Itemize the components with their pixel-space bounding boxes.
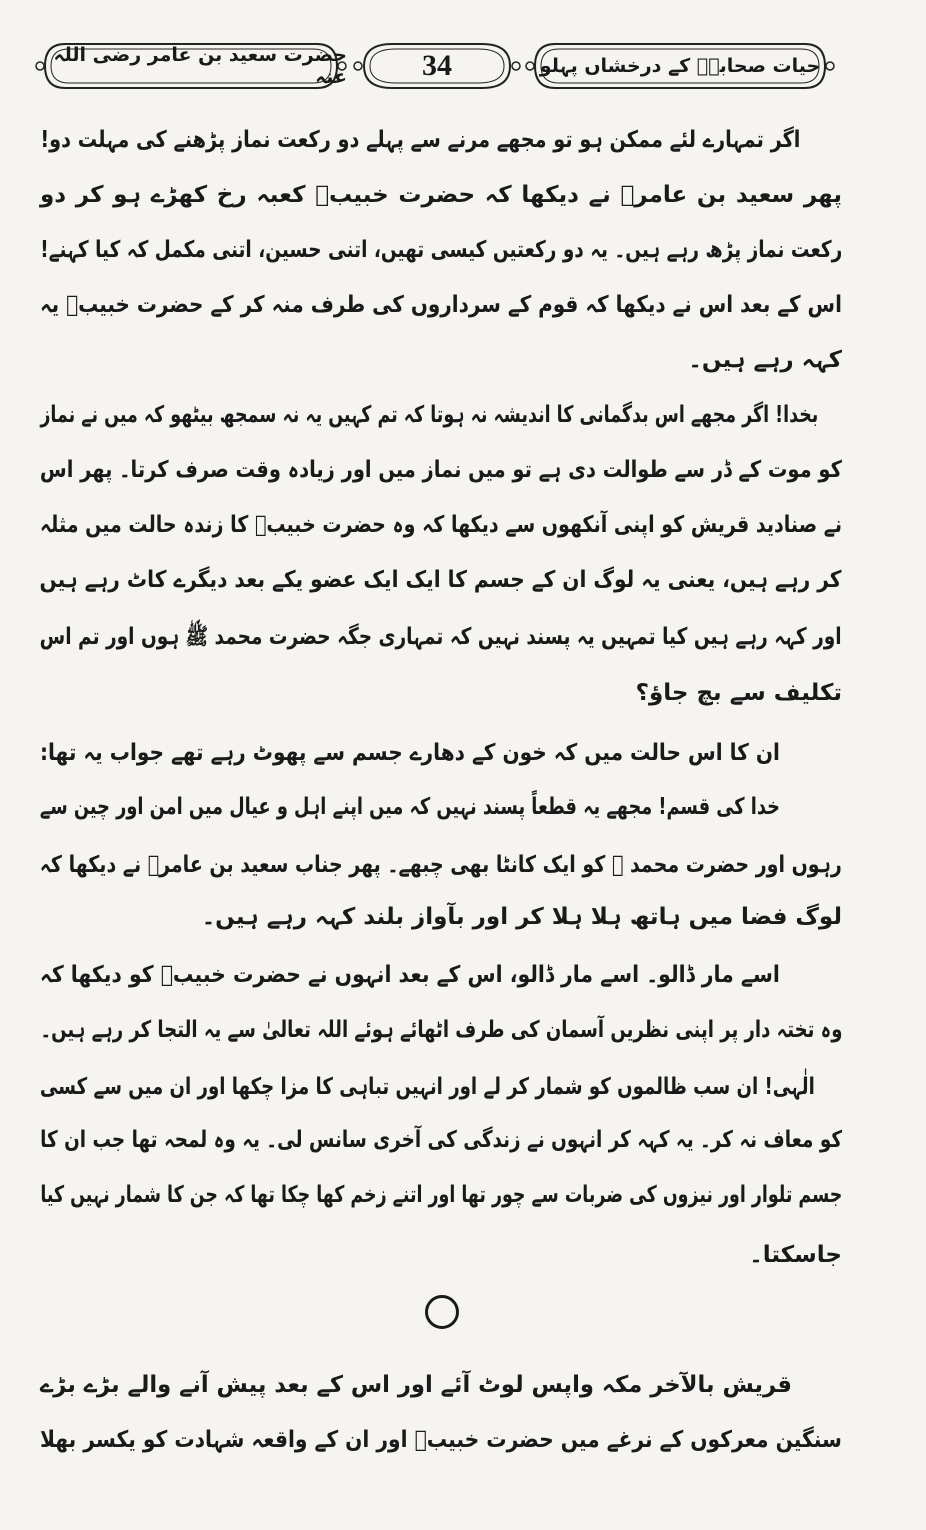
text-line: [40, 845, 842, 885]
text-line: [40, 285, 842, 325]
text-line: [40, 1067, 815, 1107]
text-line: [40, 1175, 842, 1215]
book-title: حیات صحابہؓ کے درخشاں پہلو: [539, 55, 821, 77]
line-text: جسم تلوار اور نیزوں کی ضربات سے چور تھا اور اتنے زخم کھا چکا تھا کہ جن کا شمار نہیں کیا: [40, 1182, 842, 1208]
text-line: [40, 617, 842, 657]
line-text: کو معاف نہ کر۔ یہ کہہ کر انہوں نے زندگی کی آخری سانس لی۔ یہ وہ لمحہ تھا جب ان کا: [40, 1127, 842, 1153]
line-text: لوگ فضا میں ہاتھ ہلا ہلا کر اور بآواز بلند کہہ رہے ہیں۔: [201, 904, 842, 930]
header-book-title-cartouche: [525, 38, 835, 94]
line-text: جاسکتا۔: [749, 1242, 842, 1268]
text-line: [40, 1420, 842, 1460]
text-line: [40, 340, 842, 380]
text-line: [40, 1120, 842, 1160]
text-line: [40, 787, 780, 827]
line-text: بخدا! اگر مجھے اس بدگمانی کا اندیشہ نہ ہوتا کہ تم کہیں یہ نہ سمجھ بیٹھو کہ میں نے نماز: [40, 402, 818, 428]
line-text: پھر سعید بن عامرؓ نے دیکھا کہ حضرت خبیبؓ کعبہ رخ کھڑے ہو کر دو: [40, 182, 842, 208]
line-text: قریش بالآخر مکہ واپس لوٹ آئے اور اس کے بعد پیش آنے والے بڑے بڑے: [40, 1372, 792, 1398]
text-line: [40, 897, 842, 937]
line-text: اسے مار ڈالو۔ اسے مار ڈالو، اس کے بعد انہوں نے حضرت خبیبؓ کو دیکھا کہ: [40, 962, 780, 988]
text-line: [40, 450, 842, 490]
line-text: اگر تمہارے لئے ممکن ہو تو مجھے مرنے سے پہلے دو رکعت نماز پڑھنے کی مہلت دو!: [40, 127, 800, 153]
line-text: رکعت نماز پڑھ رہے ہیں۔ یہ دو رکعتیں کیسی تھیں، اتنی حسین، اتنی مکمل کہ کیا کہنے!: [40, 237, 842, 263]
text-line: [40, 395, 818, 435]
text-line: [40, 1235, 842, 1275]
text-line: [40, 673, 842, 713]
line-text: نے صنادید قریش کو اپنی آنکھوں سے دیکھا کہ وہ حضرت خبیبؓ کا زندہ حالت میں مثلہ: [40, 512, 842, 538]
line-text: تکلیف سے بچ جاؤ؟: [635, 680, 842, 706]
page-number: 34: [422, 49, 452, 82]
text-line: [40, 175, 842, 215]
line-text: ان کا اس حالت میں کہ خون کے دھارے جسم سے پھوٹ رہے تھے جواب یہ تھا:: [40, 740, 780, 766]
text-line: [40, 120, 800, 160]
text-line: [40, 955, 780, 995]
chapter-title: حضرت سعید بن عامر رضی اللہ عنہ: [53, 44, 347, 88]
line-text: رہوں اور حضرت محمد ﷺ کو ایک کانٹا بھی چبھے۔ پھر جناب سعید بن عامرؓ نے دیکھا کہ: [40, 852, 842, 878]
section-divider-circle-icon: [425, 1295, 459, 1329]
text-line: [40, 733, 780, 773]
line-text: سنگین معرکوں کے نرغے میں حضرت خبیبؓ اور ان کے واقعہ شہادت کو یکسر بھلا: [40, 1427, 842, 1453]
header-chapter-title-cartouche: [35, 38, 347, 94]
header-page-number-cartouche: [352, 38, 522, 94]
text-line: [40, 1365, 792, 1405]
text-line: [40, 505, 842, 545]
text-line: [40, 230, 842, 270]
text-line: [40, 560, 842, 600]
line-text: خدا کی قسم! مجھے یہ قطعاً پسند نہیں کہ میں اپنے اہل و عیال میں امن اور چین سے: [40, 794, 780, 820]
text-line: [40, 1010, 842, 1050]
line-text: اور کہہ رہے ہیں کیا تمہیں یہ پسند نہیں کہ تمہاری جگہ حضرت محمد ﷺ ہوں اور تم اس: [40, 624, 842, 650]
line-text: وہ تختہ دار پر اپنی نظریں آسمان کی طرف اٹھائے ہوئے اللہ تعالیٰ سے یہ التجا کر رہے ہیں۔: [40, 1017, 842, 1043]
line-text: الٰہی! ان سب ظالموں کو شمار کر لے اور انہیں تباہی کا مزا چکھا اور ان میں سے کسی: [40, 1074, 815, 1100]
line-text: اس کے بعد اس نے دیکھا کہ قوم کے سرداروں کی طرف منہ کر کے حضرت خبیبؓ یہ: [40, 292, 842, 318]
line-text: کر رہے ہیں، یعنی یہ لوگ ان کے جسم کا ایک ایک عضو یکے بعد دیگرے کاٹ رہے ہیں: [40, 567, 842, 593]
line-text: کہہ رہے ہیں۔: [688, 347, 842, 373]
line-text: کو موت کے ڈر سے طوالت دی ہے تو میں نماز میں اور زیادہ وقت صرف کرتا۔ پھر اس: [40, 457, 842, 483]
